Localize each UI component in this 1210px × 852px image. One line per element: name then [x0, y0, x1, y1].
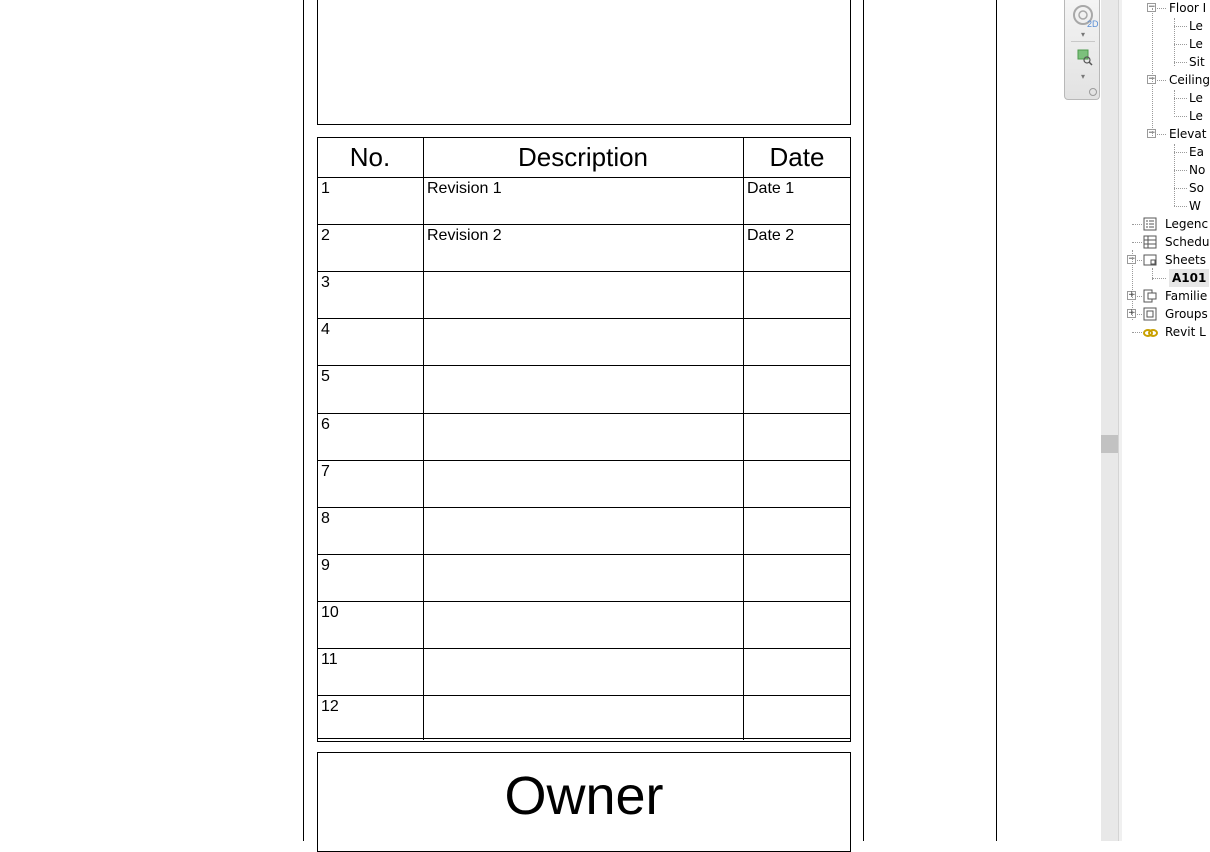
browser-item-label: Floor I — [1169, 1, 1207, 15]
titleblock-logo-box — [317, 0, 851, 125]
tree-guide — [1174, 90, 1175, 114]
browser-item-label: Familie — [1165, 289, 1208, 303]
browser-item[interactable] — [1122, 125, 1207, 143]
zoom-region-icon — [1069, 45, 1097, 73]
collapse-toggle-icon[interactable]: − — [1128, 254, 1136, 264]
browser-item[interactable] — [1122, 143, 1204, 161]
table-row[interactable] — [317, 695, 851, 742]
steering-wheel-2d-button[interactable] — [1069, 3, 1097, 31]
browser-item-label: Le — [1189, 91, 1203, 105]
legend-icon — [1143, 217, 1157, 231]
steering-wheel-2d-icon — [1069, 3, 1097, 31]
cell-no: 2 — [321, 227, 330, 244]
cell-no: 10 — [321, 604, 339, 621]
header-description: Description — [517, 142, 649, 172]
cell-description: Revision 2 — [427, 227, 502, 244]
cell-no: 7 — [321, 463, 330, 480]
browser-item-label: Sheets — [1165, 253, 1206, 267]
2d-badge: 2D — [1087, 19, 1099, 29]
browser-item[interactable] — [1122, 107, 1201, 125]
browser-item-label: A101 — [1169, 269, 1209, 287]
browser-item-label: Le — [1189, 37, 1203, 51]
header-no: No. — [349, 142, 391, 172]
zoom-button[interactable] — [1069, 45, 1097, 73]
sheet-border-outer-left — [303, 0, 304, 841]
browser-item-label: Schedu — [1165, 235, 1210, 249]
collapse-toggle-icon[interactable]: − — [1148, 2, 1156, 12]
owner-label: Owner — [504, 766, 664, 826]
table-row[interactable] — [317, 224, 851, 271]
browser-item[interactable] — [1122, 161, 1206, 179]
browser-item[interactable] — [1122, 287, 1208, 305]
browser-item-label: Sit — [1189, 55, 1205, 69]
browser-item-label: Revit L — [1165, 325, 1206, 339]
browser-item[interactable] — [1122, 305, 1208, 323]
revit-link-icon — [1143, 325, 1157, 339]
family-icon — [1143, 289, 1157, 303]
expand-toggle-icon[interactable]: + — [1128, 290, 1136, 300]
browser-item-label: Elevat — [1169, 127, 1207, 141]
collapse-toggle-icon[interactable]: − — [1148, 128, 1156, 138]
sheet-border-outer-right — [863, 0, 864, 841]
cell-no: 12 — [321, 698, 339, 715]
browser-item[interactable] — [1122, 35, 1201, 53]
tree-guide — [1152, 268, 1153, 280]
table-row[interactable] — [317, 648, 851, 695]
browser-item-label: Groups — [1165, 307, 1208, 321]
expand-toggle-icon[interactable]: + — [1128, 308, 1136, 318]
cell-date: Date 2 — [747, 227, 795, 244]
browser-item[interactable] — [1122, 215, 1209, 233]
browser-item-label: Ceiling — [1169, 73, 1210, 87]
table-row[interactable] — [317, 460, 851, 507]
browser-item[interactable] — [1122, 89, 1201, 107]
browser-item-label: Ea — [1189, 145, 1204, 159]
browser-item[interactable] — [1122, 197, 1201, 215]
browser-item-label: W — [1189, 199, 1201, 213]
browser-item-label: Le — [1189, 109, 1203, 123]
vertical-scrollbar[interactable] — [1101, 0, 1118, 841]
tree-guide — [1174, 18, 1175, 66]
revision-schedule-table[interactable] — [317, 137, 851, 742]
browser-item[interactable] — [1122, 323, 1206, 341]
scrollbar-thumb[interactable] — [1101, 435, 1118, 453]
collapse-toggle-icon[interactable]: − — [1148, 74, 1156, 84]
table-row[interactable] — [317, 177, 851, 224]
sheet-icon — [1143, 253, 1157, 267]
zoom-dropdown-arrow[interactable]: ▾ — [1080, 72, 1085, 81]
browser-item[interactable] — [1122, 251, 1206, 269]
browser-item[interactable] — [1122, 71, 1210, 89]
table-row[interactable] — [317, 601, 851, 648]
cell-no: 11 — [321, 651, 338, 668]
cell-no: 3 — [321, 274, 330, 291]
browser-item[interactable] — [1122, 0, 1207, 17]
cell-no: 6 — [321, 416, 330, 433]
browser-item[interactable] — [1122, 233, 1210, 251]
browser-item[interactable] — [1122, 53, 1205, 71]
cell-no: 5 — [321, 368, 330, 385]
table-bottom-line — [317, 738, 851, 739]
browser-item-label: So — [1189, 181, 1204, 195]
cell-date: Date 1 — [747, 180, 795, 197]
wheel-dropdown-arrow[interactable]: ▾ — [1080, 30, 1085, 39]
browser-item[interactable] — [1122, 17, 1201, 35]
table-row[interactable] — [317, 507, 851, 554]
table-row[interactable] — [317, 413, 851, 460]
browser-item-label: Le — [1189, 19, 1203, 33]
header-date: Date — [769, 142, 825, 172]
group-icon — [1143, 307, 1157, 321]
tree-guide — [1174, 144, 1175, 206]
browser-item[interactable] — [1122, 269, 1207, 287]
table-row[interactable] — [317, 554, 851, 601]
cell-description: Revision 1 — [427, 180, 502, 197]
nav-separator — [1071, 41, 1095, 42]
browser-item-label: No — [1189, 163, 1206, 177]
cell-no: 8 — [321, 510, 330, 527]
tree-guide — [1132, 250, 1133, 320]
navigation-bar — [1064, 0, 1100, 100]
browser-item-label: Legenc — [1165, 217, 1209, 231]
nav-options-icon[interactable] — [1089, 88, 1097, 96]
cell-no: 1 — [321, 180, 330, 197]
sheet-border-edge — [996, 0, 997, 841]
cell-no: 4 — [321, 321, 330, 338]
project-browser — [1122, 0, 1210, 841]
tree-guide — [1152, 8, 1153, 138]
table-row[interactable] — [317, 318, 851, 365]
table-row[interactable] — [317, 271, 851, 318]
browser-item[interactable] — [1122, 179, 1204, 197]
schedule-icon — [1143, 235, 1157, 249]
cell-no: 9 — [321, 557, 330, 574]
table-row[interactable] — [317, 365, 851, 412]
owner-box — [317, 752, 851, 852]
